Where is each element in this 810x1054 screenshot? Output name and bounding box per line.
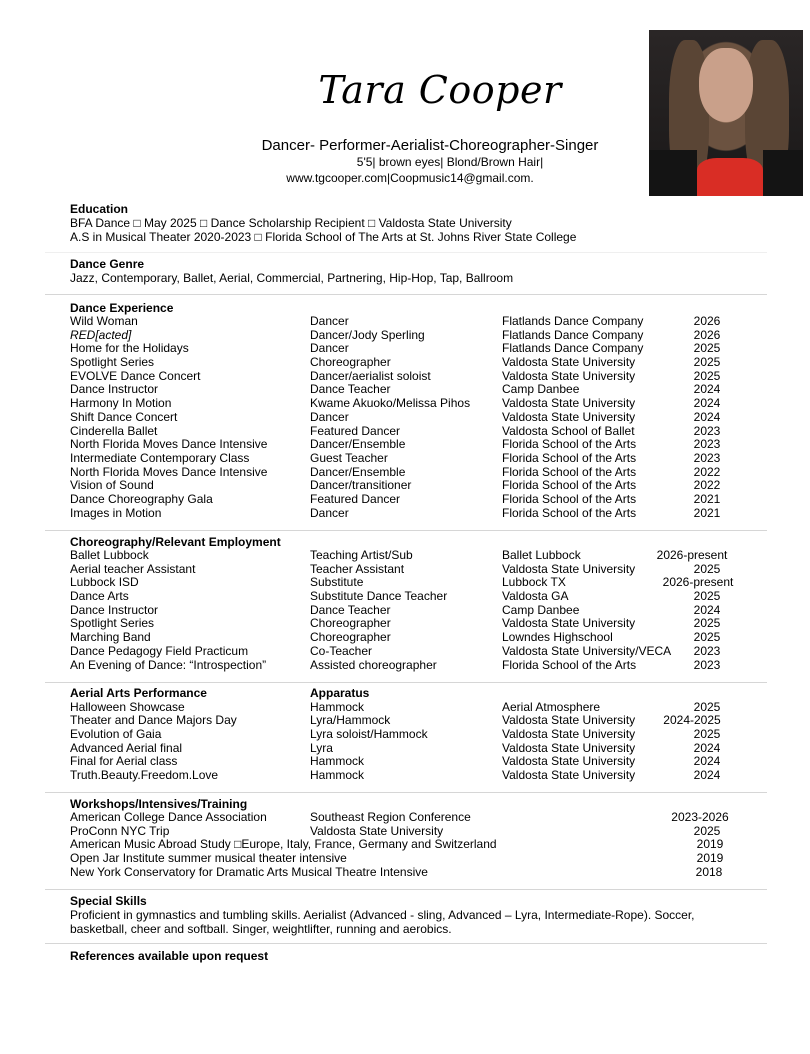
role: Dancer/Jody Sperling (310, 327, 425, 342)
role: Dancer (310, 341, 349, 356)
production: Dance Instructor (70, 382, 159, 397)
year: 2022 (693, 464, 721, 479)
position: Dance Arts (70, 589, 129, 604)
year: 2023 (693, 657, 721, 672)
year: 2023 (693, 437, 721, 452)
references-section (70, 949, 750, 963)
role: Teaching Artist/Sub (310, 548, 413, 562)
venue: Valdosta State University (502, 768, 636, 783)
company: Florida School of the Arts (502, 491, 637, 506)
apparatus-header: Apparatus (310, 686, 370, 700)
apparatus: Lyra/Hammock (310, 713, 391, 728)
role: Dancer/transitioner (310, 478, 412, 493)
skills-line: Proficient in gymnastics and tumbling skills. Aerialist (Advanced - sling, Advanced – Lyra, Intermediate-Rope). Soccer, (70, 908, 695, 922)
production: Images in Motion (70, 505, 162, 520)
year: 2026-present (656, 548, 728, 562)
role: Dancer (310, 314, 349, 328)
position: An Evening of Dance: “Introspection” (70, 657, 267, 672)
aerial-section (70, 687, 750, 783)
production: North Florida Moves Dance Intensive (70, 464, 268, 479)
position: Lubbock ISD (70, 575, 139, 590)
year: 2024 (693, 602, 721, 617)
venue: Valdosta State University (502, 740, 636, 755)
role: Kwame Akuoko/Melissa Pihos (310, 396, 471, 411)
apparatus: Hammock (310, 699, 365, 714)
year: 2023-2026 (671, 810, 729, 824)
table-row (70, 755, 750, 769)
venue: Aerial Atmosphere (502, 699, 601, 714)
performance: Evolution of Gaia (70, 727, 162, 742)
venue: Valdosta State University (502, 754, 636, 769)
resume-name: Tara Cooper (318, 68, 562, 112)
role: Dance Teacher (310, 382, 391, 397)
divider (45, 252, 767, 253)
contact-info: www.tgcooper.com|Coopmusic14@gmail.com. (286, 171, 534, 185)
education-title: Education (70, 202, 129, 216)
apparatus: Hammock (310, 768, 365, 783)
position: Dance Instructor (70, 602, 159, 617)
table-row (70, 479, 750, 493)
company: Florida School of the Arts (502, 450, 637, 465)
role: Co-Teacher (310, 643, 373, 658)
position: Marching Band (70, 630, 151, 645)
year: 2023 (693, 643, 721, 658)
table-row (70, 604, 750, 618)
role: Choreographer (310, 355, 391, 370)
production: EVOLVE Dance Concert (70, 368, 201, 383)
education-line: BFA Dance □ May 2025 □ Dance Scholarship Recipient □ Valdosta State University (70, 216, 512, 230)
apparatus: Hammock (310, 754, 365, 769)
workshops-title: Workshops/Intensives/Training (70, 797, 248, 811)
position: Spotlight Series (70, 616, 155, 631)
aerial-title: Aerial Arts Performance (70, 686, 207, 700)
role: Featured Dancer (310, 491, 401, 506)
apparatus: Lyra soloist/Hammock (310, 727, 428, 742)
role: Featured Dancer (310, 423, 401, 438)
genre-section (70, 257, 750, 285)
table-row (70, 563, 750, 577)
year: 2025 (693, 341, 721, 356)
year: 2025 (693, 616, 721, 631)
organization: Camp Danbee (502, 602, 580, 617)
organization: Valdosta State University (502, 616, 636, 631)
divider (45, 889, 767, 890)
table-row (70, 493, 750, 507)
year: 2023 (693, 450, 721, 465)
position: Ballet Lubbock (70, 548, 149, 562)
table-row (70, 466, 750, 480)
year: 2024 (693, 768, 721, 783)
year: 2021 (693, 505, 721, 520)
table-row (70, 631, 750, 645)
table-row (70, 383, 750, 397)
year: 2026 (693, 327, 721, 342)
organization: Valdosta State University (502, 561, 636, 576)
production: RED[acted] (70, 327, 132, 342)
company: Valdosta State University (502, 396, 636, 411)
year: 2024-2025 (663, 713, 721, 728)
production: Intermediate Contemporary Class (70, 450, 250, 465)
role: Dancer (310, 409, 349, 424)
table-row (70, 852, 750, 866)
skills-title: Special Skills (70, 894, 147, 908)
genre-title: Dance Genre (70, 257, 145, 271)
workshop: American College Dance Association (70, 810, 267, 824)
company: Camp Danbee (502, 382, 580, 397)
table-row (70, 825, 750, 839)
table-row (70, 452, 750, 466)
skills-line: basketball, cheer and softball. Singer, weightlifter, running and aerobics. (70, 922, 452, 936)
workshop: New York Conservatory for Dramatic Arts Musical Theatre Intensive (70, 864, 428, 879)
production: Wild Woman (70, 314, 138, 328)
apparatus: Lyra (310, 740, 333, 755)
production: Home for the Holidays (70, 341, 189, 356)
performance: Truth.Beauty.Freedom.Love (70, 768, 219, 783)
divider (45, 682, 767, 683)
year: 2024 (693, 396, 721, 411)
genre-text: Jazz, Contemporary, Ballet, Aerial, Commercial, Partnering, Hip-Hop, Tap, Ballroom (70, 271, 514, 285)
company: Flatlands Dance Company (502, 314, 644, 328)
year: 2024 (693, 409, 721, 424)
company: Florida School of the Arts (502, 437, 637, 452)
role: Teacher Assistant (310, 561, 405, 576)
employment-title: Choreography/Relevant Employment (70, 535, 281, 549)
company: Florida School of the Arts (502, 464, 637, 479)
workshops-section (70, 797, 750, 879)
performance: Theater and Dance Majors Day (70, 713, 237, 728)
divider (45, 294, 767, 295)
role: Choreographer (310, 616, 391, 631)
table-row (70, 866, 750, 880)
table-row (70, 714, 750, 728)
year: 2023 (693, 423, 721, 438)
role: Dancer/Ensemble (310, 464, 406, 479)
position: Dance Pedagogy Field Practicum (70, 643, 249, 658)
table-row (70, 342, 750, 356)
company: Valdosta State University (502, 355, 636, 370)
year: 2025 (693, 355, 721, 370)
role: Assisted choreographer (310, 657, 437, 672)
year: 2019 (696, 837, 724, 852)
headshot-jacket-left (649, 150, 697, 196)
tagline: Dancer- Performer-Aerialist-Choreographer-Singer (261, 137, 599, 154)
performance: Advanced Aerial final (70, 740, 183, 755)
physical-stats: 5'5| brown eyes| Blond/Brown Hair| (356, 155, 544, 169)
organization: Ballet Lubbock (502, 548, 581, 562)
year: 2025 (693, 368, 721, 383)
production: Harmony In Motion (70, 396, 172, 411)
table-row (70, 590, 750, 604)
table-row (70, 769, 750, 783)
year: 2024 (693, 382, 721, 397)
education-section (70, 202, 750, 244)
year: 2019 (696, 851, 724, 866)
role: Guest Teacher (310, 450, 388, 465)
table-row (70, 576, 750, 590)
divider (45, 943, 767, 944)
company: Flatlands Dance Company (502, 327, 644, 342)
year: 2025 (693, 589, 721, 604)
organization: Lubbock TX (502, 575, 566, 590)
table-row (70, 356, 750, 370)
table-row (70, 411, 750, 425)
year: 2024 (693, 740, 721, 755)
company: Florida School of the Arts (502, 478, 637, 493)
production: Vision of Sound (70, 478, 154, 493)
table-row (70, 728, 750, 742)
year: 2025 (693, 699, 721, 714)
table-row (70, 425, 750, 439)
table-row (70, 315, 750, 329)
workshop: American Music Abroad Study □Europe, Italy, France, Germany and Switzerland (70, 837, 497, 852)
role: Dance Teacher (310, 602, 391, 617)
table-row (70, 617, 750, 631)
performance: Halloween Showcase (70, 699, 185, 714)
table-row (70, 370, 750, 384)
role: Substitute Dance Teacher (310, 589, 448, 604)
year: 2022 (693, 478, 721, 493)
production: North Florida Moves Dance Intensive (70, 437, 268, 452)
production: Spotlight Series (70, 355, 155, 370)
table-row (70, 742, 750, 756)
role: Choreographer (310, 630, 391, 645)
table-row (70, 438, 750, 452)
company: Flatlands Dance Company (502, 341, 644, 356)
experience-section (70, 301, 750, 520)
divider (45, 530, 767, 531)
references-text: References available upon request (70, 949, 269, 963)
year: 2026 (693, 314, 721, 328)
table-row (70, 645, 750, 659)
year: 2025 (693, 630, 721, 645)
aerial-header-row (70, 687, 750, 701)
table-row (70, 838, 750, 852)
year: 2025 (693, 561, 721, 576)
skills-section (70, 894, 750, 936)
workshop: Open Jar Institute summer musical theater intensive (70, 851, 347, 866)
experience-title: Dance Experience (70, 301, 174, 315)
role: Dancer (310, 505, 349, 520)
education-line: A.S in Musical Theater 2020-2023 □ Florida School of The Arts at St. Johns River State College (70, 230, 577, 244)
divider (45, 792, 767, 793)
table-row (70, 811, 750, 825)
table-row (70, 549, 750, 563)
table-row (70, 507, 750, 521)
year: 2026-present (662, 575, 734, 590)
location: Valdosta State University (310, 823, 444, 838)
role: Dancer/aerialist soloist (310, 368, 431, 383)
year: 2025 (693, 727, 721, 742)
production: Dance Choreography Gala (70, 491, 213, 506)
performance: Final for Aerial class (70, 754, 178, 769)
organization: Florida School of the Arts (502, 657, 637, 672)
organization: Lowndes Highschool (502, 630, 613, 645)
headshot-shirt (697, 158, 763, 196)
venue: Valdosta State University (502, 713, 636, 728)
year: 2024 (693, 754, 721, 769)
location: Southeast Region Conference (310, 810, 471, 824)
role: Substitute (310, 575, 364, 590)
company: Florida School of the Arts (502, 505, 637, 520)
organization: Valdosta State University/VECA (502, 643, 672, 658)
production: Shift Dance Concert (70, 409, 178, 424)
table-row (70, 329, 750, 343)
year: 2021 (693, 491, 721, 506)
company: Valdosta State University (502, 368, 636, 383)
table-row (70, 397, 750, 411)
production: Cinderella Ballet (70, 423, 158, 438)
company: Valdosta School of Ballet (502, 423, 635, 438)
headshot-jacket-right (763, 150, 803, 196)
venue: Valdosta State University (502, 727, 636, 742)
headshot-face (699, 48, 753, 122)
table-row (70, 659, 750, 673)
role: Dancer/Ensemble (310, 437, 406, 452)
organization: Valdosta GA (502, 589, 569, 604)
headshot-photo (649, 30, 803, 196)
table-row (70, 701, 750, 715)
employment-section (70, 535, 750, 672)
workshop: ProConn NYC Trip (70, 823, 170, 838)
position: Aerial teacher Assistant (70, 561, 196, 576)
year: 2025 (693, 823, 721, 838)
company: Valdosta State University (502, 409, 636, 424)
year: 2018 (695, 864, 723, 879)
